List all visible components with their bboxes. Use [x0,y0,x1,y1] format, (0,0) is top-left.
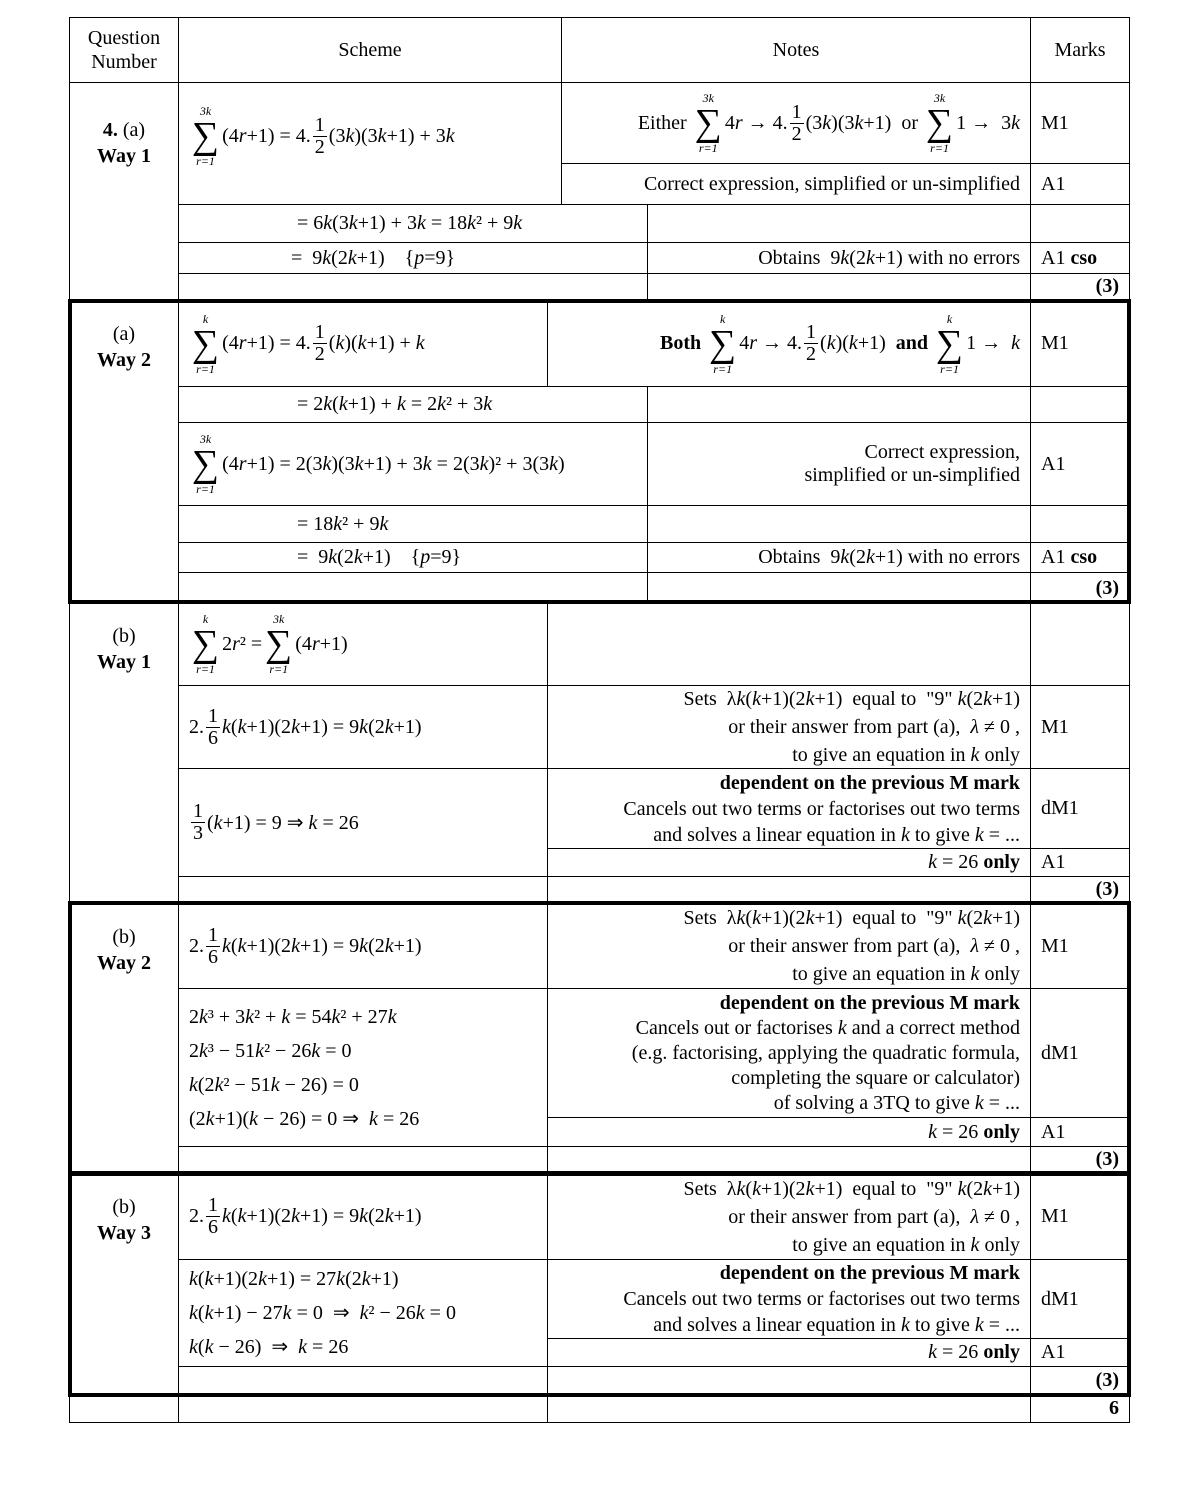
text: k [946,311,953,326]
mark-cell: dM1 [1030,1259,1130,1339]
text: 2. [189,1205,204,1227]
mark-cell: dM1 [1030,988,1130,1118]
text: A1 [1041,246,1066,269]
text: (4r+1) = 4. [222,124,311,147]
text: k [202,311,209,326]
text: (4r+1) = 2(3k)(3k+1) + 3k = 2(3k)² + 3(3k) [222,452,565,475]
text: 1 [208,923,218,946]
text: r=1 [930,141,949,155]
text: (3k)(3k+1) + 3k [328,124,455,147]
empty-cell [547,876,1031,904]
header-marks: Marks [1030,17,1130,83]
text: r=1 [940,361,959,376]
text: (k+1) = 9 ⇒ k = 26 [207,812,359,834]
text: r=1 [698,141,718,155]
notes-cell [647,422,1031,506]
text: Sets λk(k+1)(2k+1) equal to "9" k(2k+1) [683,907,1020,929]
empty-cell [547,1146,1031,1174]
text: 3k [199,104,212,118]
text: 1 → k [966,332,1020,354]
text: 2 [314,343,325,365]
text: (2k+1)(k − 26) = 0 ⇒ k = 26 [189,1107,420,1130]
text: 1 [193,800,203,822]
question-label-b-way2 [69,903,179,1174]
empty-cell [178,876,548,904]
text: 3k [199,432,212,446]
scheme-expression [189,613,537,675]
notes-cell [547,988,1031,1118]
text: 2k³ + 3k² + k = 54k² + 27k [189,1005,397,1028]
text: (e.g. factorising, applying the quadratic formula, [631,1041,1020,1064]
text: (k)(k+1) + k [328,332,425,354]
text: 2r² = [222,632,263,655]
notes-cell [647,386,1031,423]
text: k(k+1)(2k+1) = 9k(2k+1) [222,1205,422,1227]
header-scheme: Scheme [178,17,562,83]
text: 2. [189,934,204,957]
total-marks: (3) [1030,1146,1130,1174]
text: r=1 [196,154,215,168]
scheme-expression [189,925,537,968]
text: r=1 [196,662,215,676]
question-label-a-way2 [69,300,179,603]
total-marks: (3) [1030,273,1130,301]
grand-total-marks: 6 [1030,1394,1130,1423]
text: k [720,311,726,326]
text: dependent on the previous M mark [719,1262,1020,1284]
part-label: (b) [112,1196,136,1218]
text: to give an equation in k only [792,1233,1020,1256]
header-label: Question Number [87,27,161,73]
empty-cell [178,1394,548,1423]
text: k(k+1) − 27k = 0 ⇒ k² − 26k = 0 [189,1302,456,1324]
scheme-cell [178,768,548,877]
text: k [202,612,209,626]
mark-cell [1030,242,1130,274]
text: 4r → 4. [724,111,788,134]
part-label: (a) [122,119,146,141]
scheme-expression [189,1195,537,1238]
text: 1 [314,113,325,136]
notes-text: Obtains 9k(2k+1) with no errors [758,246,1020,269]
way-label: Way 1 [97,651,151,673]
text: cso [1070,246,1098,269]
empty-cell [178,572,648,603]
text: 1 [791,100,802,123]
mark-cell: dM1 [1030,768,1130,849]
scheme-cell [178,1259,548,1367]
question-label-a-way1 [69,82,179,301]
total-marks: (3) [1030,876,1130,904]
text: 6 [208,1216,218,1238]
text: and solves a linear equation in k to give k = ... [653,823,1020,846]
mark-cell: M1 [1030,300,1130,387]
way-label: Way 2 [97,952,151,974]
mark-cell: M1 [1030,82,1130,164]
notes-cell [547,1259,1031,1339]
empty-cell [178,1366,548,1395]
scheme-cell [178,82,562,205]
way-label: Way 3 [97,1222,151,1244]
mark-cell: M1 [1030,1173,1130,1260]
scheme-expression: = 2k(k+1) + k = 2k² + 3k [297,393,493,415]
sigma-icon: k ∑ r=1 [192,612,220,676]
mark-cell: A1 [1030,848,1130,877]
notes-cell [547,1338,1031,1367]
scheme-expression: = 6k(3k+1) + 3k = 18k² + 9k [297,212,523,234]
mark-cell: M1 [1030,685,1130,769]
text: k = 26 [928,1341,979,1363]
notes-cell [647,204,1031,243]
text: k = 26 [928,851,979,873]
text: (k)(k+1) [820,332,886,354]
notes-text: Obtains 9k(2k+1) with no errors [758,546,1020,568]
text: or their answer from part (a), λ ≠ 0 , [728,1205,1020,1228]
mark-cell: M1 [1030,903,1130,989]
notes-cell: Correct expression, simplified or un-simplified [561,163,1031,205]
notes-expression [638,92,1020,154]
sigma-icon: 3k ∑ r=1 [192,432,220,496]
text: k(2k² − 51k − 26) = 0 [189,1073,359,1096]
text: 2 [791,122,802,145]
scheme-cell [178,988,548,1147]
empty-cell [547,1366,1031,1395]
scheme-expression [189,105,551,167]
text: only [983,851,1020,873]
text: 2 [806,343,817,365]
question-number: 4. [102,119,118,141]
mark-cell: A1 [1030,1338,1130,1367]
text: 4r → 4. [739,332,803,354]
text: 3k [702,91,714,105]
sigma-icon: 3k ∑ r=1 [926,91,954,155]
notes-cell [647,542,1031,573]
way-label: Way 1 [97,145,151,167]
text: (4r+1) = 4. [222,332,311,354]
way-label: Way 2 [97,349,151,371]
notes-cell [647,242,1031,274]
scheme-expression: = 9k(2k+1) {p=9} [291,246,456,269]
total-marks: (3) [1030,572,1130,603]
notes-cell [547,1117,1031,1147]
scheme-expression: = 18k² + 9k [297,512,389,535]
sigma-icon: k ∑ r=1 [192,311,220,376]
sigma-icon: k ∑ r=1 [709,311,737,376]
text: or their answer from part (a), λ ≠ 0 , [728,716,1020,738]
text: r=1 [196,361,215,376]
text: Cancels out two terms or factorises out two terms [623,797,1020,820]
notes-cell [547,768,1031,849]
notes-cell [547,848,1031,877]
text: completing the square or calculator) [731,1066,1020,1089]
empty-cell [547,1394,1031,1423]
text: 2k³ − 51k² − 26k = 0 [189,1039,352,1062]
text: and solves a linear equation in k to give k = ... [653,1314,1020,1336]
text: Sets λk(k+1)(2k+1) equal to "9" k(2k+1) [683,1177,1020,1200]
text: Correct expression, [864,441,1020,463]
text: (3k)(3k+1) [805,111,892,134]
notes-cell [647,505,1031,543]
scheme-cell [178,505,648,543]
empty-cell [178,1146,548,1174]
scheme-expression [189,313,537,375]
question-label-b-way1 [69,602,179,904]
scheme-expression [189,433,637,495]
text: k(k+1)(2k+1) = 9k(2k+1) [222,934,422,957]
text: 3k [933,91,946,105]
text: Either [637,111,687,134]
text: of solving a 3TQ to give k = ... [773,1091,1020,1114]
sigma-icon: 3k ∑ r=1 [265,612,293,676]
mark-cell [1030,505,1130,543]
scheme-cell [178,1173,548,1260]
scheme-cell [178,204,648,243]
sigma-icon: k ∑ r=1 [936,311,964,376]
text: k(k+1)(2k+1) = 9k(2k+1) [222,715,422,738]
text: A1 [1041,546,1066,568]
notes-cell [561,82,1031,164]
mark-cell [1030,204,1130,243]
part-label: (b) [112,926,136,948]
text: 1 [806,321,817,343]
scheme-expression [189,801,537,844]
text: 1 [314,321,325,343]
scheme-cell [178,242,648,274]
mark-cell [1030,542,1130,573]
text: only [983,1120,1020,1143]
mark-cell: A1 [1030,422,1130,506]
notes-cell [547,1173,1031,1260]
notes-cell [547,685,1031,769]
scheme-expression: = 9k(2k+1) {p=9} [297,546,462,568]
text: k(k+1)(2k+1) = 27k(2k+1) [189,1268,399,1290]
question-label-b-way3 [69,1173,179,1395]
scheme-cell [178,386,648,423]
text: or [901,111,919,134]
text: to give an equation in k only [792,963,1020,985]
text: k(k − 26) ⇒ k = 26 [189,1336,349,1358]
sigma-icon: 3k ∑ r=1 [192,104,220,168]
empty-cell [69,1394,179,1423]
text: Cancels out two terms or factorises out two terms [623,1288,1020,1310]
fraction [313,115,327,158]
text: 2. [189,715,204,738]
part-label: (b) [112,625,136,647]
total-marks: (3) [1030,1366,1130,1395]
text: or their answer from part (a), λ ≠ 0 , [728,935,1020,957]
notes-cell [547,903,1031,989]
text: 1 [208,704,218,727]
text: k = 26 [928,1120,979,1143]
text: 2 [314,135,325,158]
text: dependent on the previous M mark [719,771,1020,794]
text: 3 [193,822,203,844]
header-question-number [69,17,179,83]
part-label: (a) [112,323,136,345]
text: (4r+1) [295,632,348,655]
empty-cell [647,572,1031,603]
mark-cell: A1 [1030,163,1130,205]
empty-cell [178,273,648,301]
text: dependent on the previous M mark [719,991,1020,1014]
scheme-cell [178,685,548,769]
scheme-cell [178,602,548,686]
mark-cell [1030,386,1130,423]
sigma-icon: 3k ∑ r=1 [694,91,722,155]
text: r=1 [713,361,733,376]
notes-cell [547,300,1031,387]
scheme-cell [178,903,548,989]
text: to give an equation in k only [792,744,1020,766]
scheme-cell [178,300,548,387]
text: cso [1070,546,1098,568]
text: Cancels out or factorises k and a correct method [635,1016,1020,1039]
text: Sets λk(k+1)(2k+1) equal to "9" k(2k+1) [683,688,1020,710]
text: 6 [208,726,218,749]
text: 1 [208,1194,218,1216]
notes-expression [660,313,1020,375]
text: 3k [273,612,285,626]
text: 1 → 3k [956,111,1020,134]
text: simplified or un-simplified [804,464,1020,486]
text: r=1 [269,662,289,676]
header-notes: Notes [561,17,1031,83]
scheme-cell [178,542,648,573]
mark-cell [1030,602,1130,686]
text: only [983,1341,1020,1363]
notes-cell [547,602,1031,686]
mark-cell: A1 [1030,1117,1130,1147]
text: 6 [208,945,218,968]
text: r=1 [196,482,215,496]
empty-cell [647,273,1031,301]
text: and [895,332,929,354]
scheme-cell [178,422,648,506]
text: Both [660,332,702,354]
scheme-expression [189,706,537,749]
